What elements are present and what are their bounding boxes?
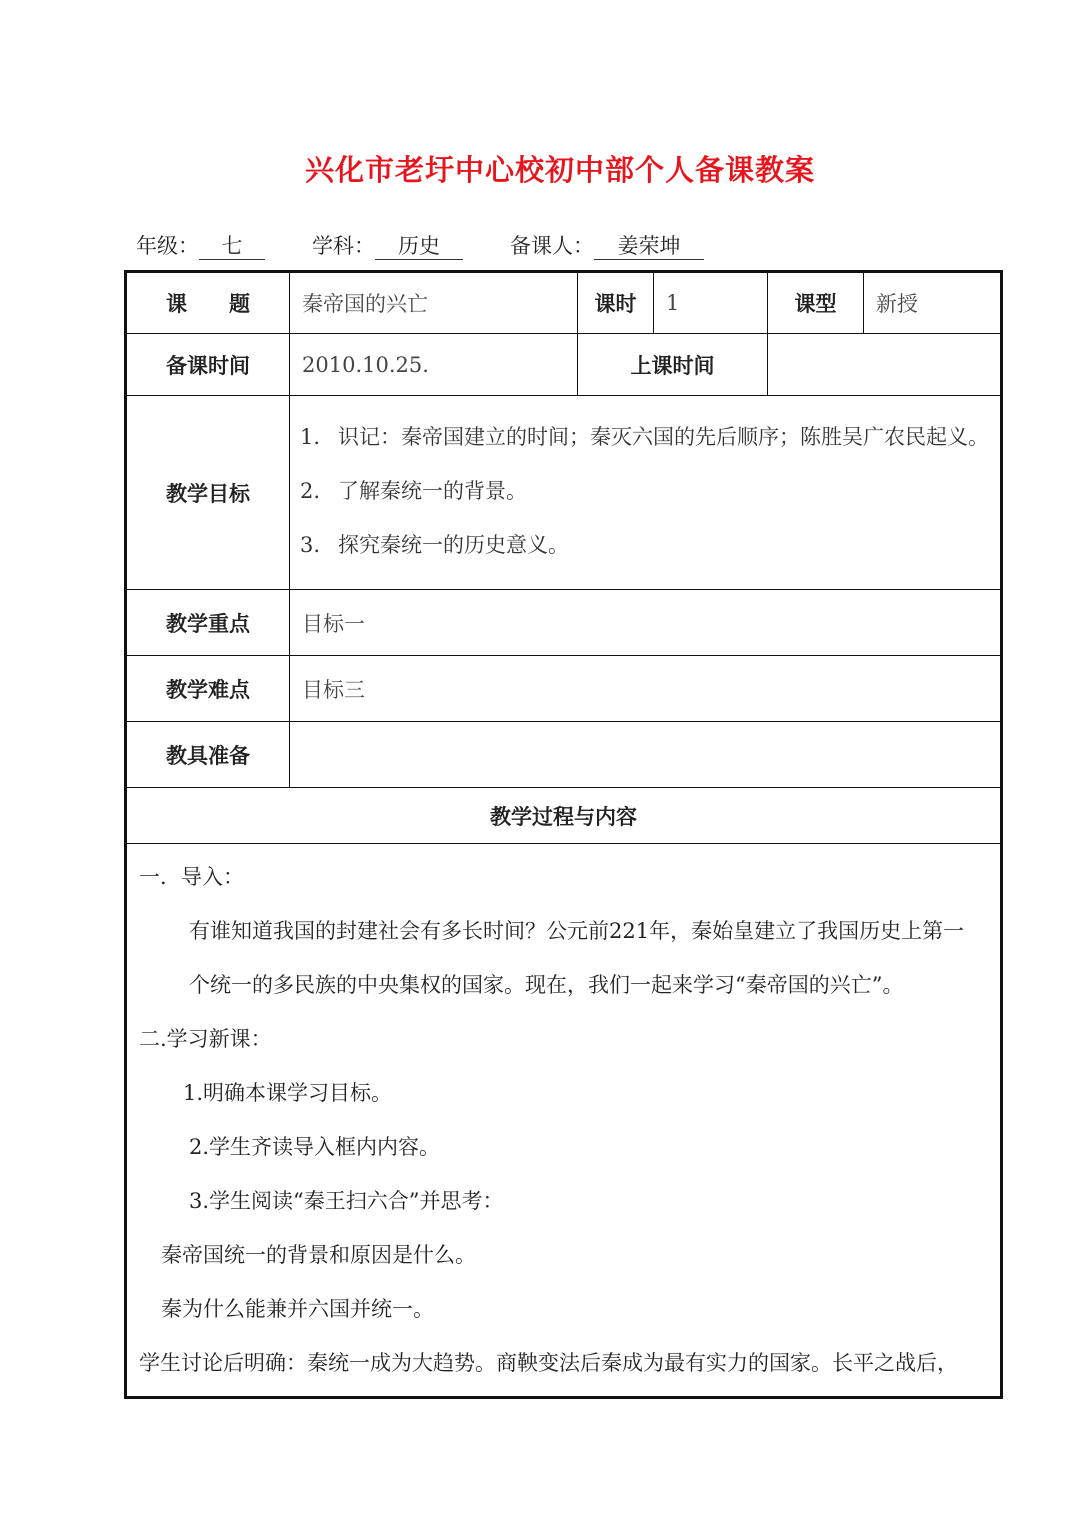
process-heading: 教学过程与内容: [126, 788, 1002, 844]
grade-label: 年级：: [136, 234, 199, 258]
step-item: 1.明确本课学习目标。: [183, 1081, 393, 1105]
lesson-plan-table: [124, 270, 1003, 1399]
grade-value: 七: [199, 233, 265, 260]
tools-label: 教具准备: [126, 722, 290, 788]
step-item: 2.学生齐读导入框内内容。: [189, 1135, 441, 1159]
time-row: [126, 334, 1002, 396]
objective-text: 了解秦统一的背景。: [338, 479, 527, 503]
question-item: 秦帝国统一的背景和原因是什么。: [161, 1243, 476, 1267]
type-label: 课型: [768, 272, 864, 334]
key-point-row: [126, 590, 1002, 656]
intro-paragraph-line: 个统一的多民族的中央集权的国家。现在，我们一起来学习“秦帝国的兴亡”。: [189, 973, 904, 997]
intro-paragraph-line: 有谁知道我国的封建社会有多长时间？公元前221年，秦始皇建立了我国历史上第一: [189, 919, 965, 943]
new-lesson-heading: 二.学习新课：: [139, 1027, 272, 1051]
subject-field: [312, 230, 463, 260]
preparer-value: 姜荣坤: [594, 233, 704, 260]
objectives-row: [126, 396, 1002, 590]
objectives-label: 教学目标: [126, 396, 290, 590]
discussion-text: 学生讨论后明确：秦统一成为大趋势。商鞅变法后秦成为最有实力的国家。长平之战后，: [139, 1351, 958, 1375]
header-info: [0, 230, 1087, 260]
preparer-field: [510, 230, 704, 260]
topic-row: [126, 272, 1002, 334]
class-time-value: [768, 334, 1002, 396]
difficulty-row: [126, 656, 1002, 722]
subject-label: 学科：: [312, 234, 375, 258]
tools-row: [126, 722, 1002, 788]
type-value: 新授: [864, 272, 1002, 334]
objective-number: 1.: [300, 425, 321, 449]
hours-value: 1: [654, 272, 768, 334]
key-point-value: 目标一: [290, 590, 1002, 656]
process-header-row: [126, 788, 1002, 844]
difficulty-label: 教学难点: [126, 656, 290, 722]
objective-text: 识记：秦帝国建立的时间；秦灭六国的先后顺序；陈胜吴广农民起义。: [338, 425, 989, 449]
step-item: 3.学生阅读“秦王扫六合”并思考：: [189, 1189, 504, 1213]
preparer-label: 备课人：: [510, 234, 594, 258]
subject-value: 历史: [375, 233, 463, 260]
topic-value: 秦帝国的兴亡: [290, 272, 578, 334]
objective-item: [300, 518, 1000, 572]
class-time-label: 上课时间: [578, 334, 768, 396]
tools-value: [290, 722, 1002, 788]
objectives-list: [290, 396, 1000, 586]
difficulty-value: 目标三: [290, 656, 1002, 722]
objective-item: [300, 410, 1000, 464]
key-point-label: 教学重点: [126, 590, 290, 656]
process-content-row: [126, 844, 1002, 1398]
process-content: [126, 844, 1002, 1398]
topic-label: 课 题: [126, 272, 290, 334]
objective-number: 2.: [300, 479, 321, 503]
objective-text: 探究秦统一的历史意义。: [338, 533, 569, 557]
intro-heading: 一．导入：: [139, 865, 244, 889]
document-title: 兴化市老圩中心校初中部个人备课教案: [304, 153, 815, 187]
grade-field: [136, 230, 265, 260]
hours-label: 课时: [578, 272, 654, 334]
prep-time-label: 备课时间: [126, 334, 290, 396]
question-item: 秦为什么能兼并六国并统一。: [161, 1297, 434, 1321]
objective-item: [300, 464, 1000, 518]
objectives-cell: [290, 396, 1002, 590]
objective-number: 3.: [300, 533, 321, 557]
prep-time-value: 2010.10.25.: [290, 334, 578, 396]
